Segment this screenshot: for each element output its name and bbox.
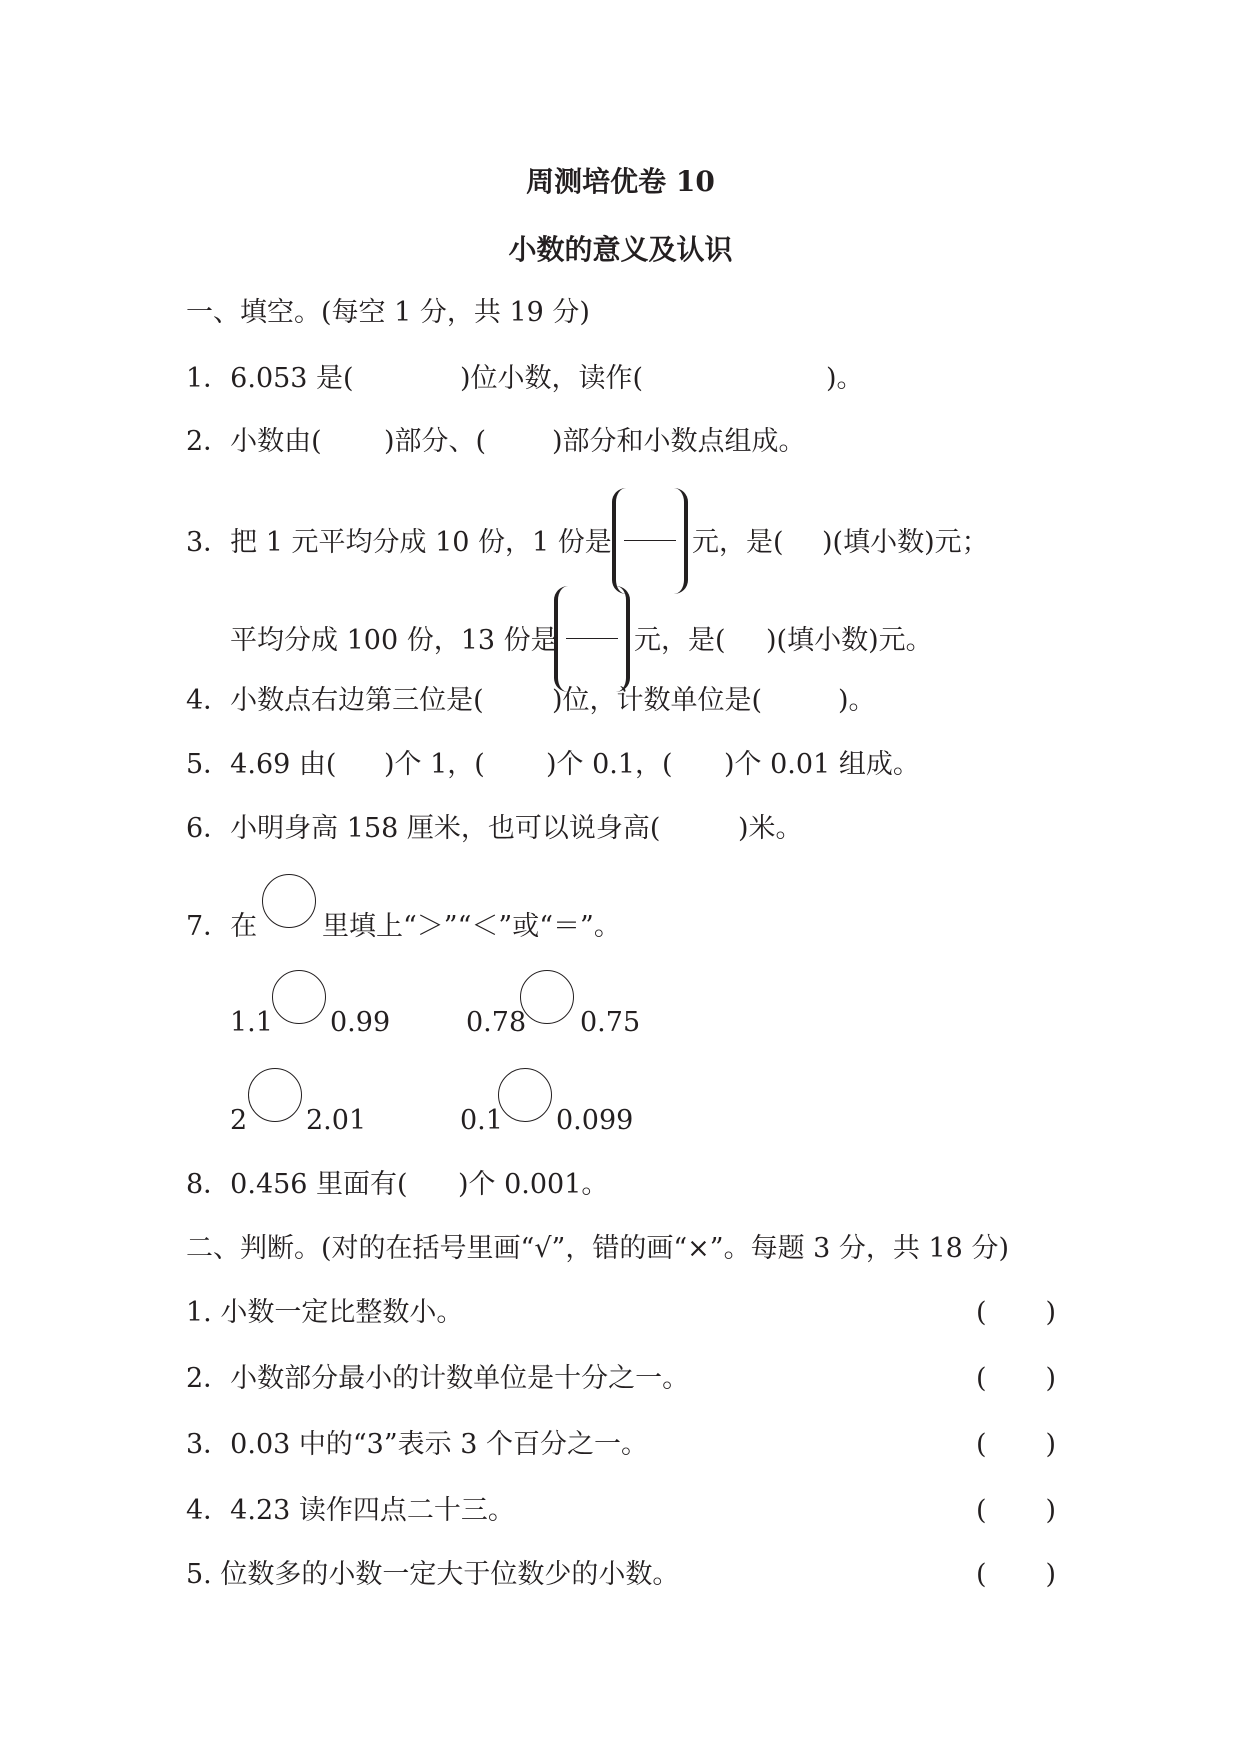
worksheet-subtitle: 小数的意义及认识 xyxy=(508,233,733,266)
q5-text-c: )个 0.1，( xyxy=(546,749,673,780)
q3-text-start: 3．把 1 元平均分成 10 份，1 份是 xyxy=(186,527,612,558)
q4-text-mid: )位，计数单位是( xyxy=(552,685,763,716)
q1-text-mid: )位小数，读作( xyxy=(460,363,644,394)
judge-item: 1. 小数一定比整数小。 xyxy=(186,1297,464,1328)
fraction-box xyxy=(554,586,630,692)
paren-close: ) xyxy=(1045,1429,1056,1460)
paren-open: ( xyxy=(976,1429,987,1460)
compare-answer-circle[interactable] xyxy=(520,970,574,1024)
paren-close: ) xyxy=(1045,1495,1056,1526)
q7-text-end: 里填上“＞”“＜”或“＝”。 xyxy=(322,911,621,942)
fraction-bar xyxy=(624,540,676,541)
compare-answer-circle[interactable] xyxy=(248,1068,302,1122)
q5-text-b: )个 1，( xyxy=(384,749,485,780)
judge-item: 5. 位数多的小数一定大于位数少的小数。 xyxy=(186,1559,680,1590)
paren-close: ) xyxy=(1045,1559,1056,1590)
q6-text-end: )米。 xyxy=(738,813,803,844)
compare-right-value: 2.01 xyxy=(306,1105,367,1136)
paren-open: ( xyxy=(976,1297,987,1328)
compare-right-value: 0.099 xyxy=(556,1105,634,1136)
fraction-bar xyxy=(566,638,618,639)
worksheet-title: 周测培优卷 10 xyxy=(526,165,715,198)
compare-left-value: 0.1 xyxy=(460,1105,503,1136)
q3-text-mid: 元，是( xyxy=(692,527,784,558)
paren-close: ) xyxy=(1045,1297,1056,1328)
answer-parentheses[interactable] xyxy=(976,1296,1056,1330)
paren-open: ( xyxy=(976,1495,987,1526)
q3-line2-end: )(填小数)元。 xyxy=(766,625,933,656)
section1-heading: 一、填空。(每空 1 分，共 19 分) xyxy=(186,297,590,328)
section2-heading: 二、判断。(对的在括号里画“√”，错的画“×”。每题 3 分，共 18 分) xyxy=(186,1233,1009,1264)
compare-answer-circle[interactable] xyxy=(272,970,326,1024)
answer-parentheses[interactable] xyxy=(976,1428,1056,1462)
q5-text-end: )个 0.01 组成。 xyxy=(724,749,920,780)
paren-open: ( xyxy=(976,1559,987,1590)
compare-left-value: 2 xyxy=(230,1105,248,1136)
q3-text-end: )(填小数)元； xyxy=(822,527,989,558)
q3-line2-mid: 元，是( xyxy=(634,625,726,656)
answer-parentheses[interactable] xyxy=(976,1494,1056,1528)
compare-right-value: 0.99 xyxy=(330,1007,391,1038)
compare-left-value: 1.1 xyxy=(230,1007,273,1038)
q2-text-mid: )部分、( xyxy=(384,426,487,457)
compare-right-value: 0.75 xyxy=(580,1007,641,1038)
answer-parentheses[interactable] xyxy=(976,1558,1056,1592)
compare-answer-circle[interactable] xyxy=(498,1068,552,1122)
paren-open: ( xyxy=(976,1363,987,1394)
q5-text-start: 5．4.69 由( xyxy=(186,749,337,780)
judge-item: 2．小数部分最小的计数单位是十分之一。 xyxy=(186,1363,690,1394)
judge-item: 4．4.23 读作四点二十三。 xyxy=(186,1495,515,1526)
q7-text-start: 7．在 xyxy=(186,911,258,942)
q6-text-start: 6．小明身高 158 厘米，也可以说身高( xyxy=(186,813,661,844)
q2-text-end: )部分和小数点组成。 xyxy=(552,426,806,457)
compare-left-value: 0.78 xyxy=(466,1007,527,1038)
fraction-box xyxy=(612,488,688,594)
q8-text-start: 8．0.456 里面有( xyxy=(186,1169,408,1200)
q1-text-start: 1．6.053 是( xyxy=(186,363,354,394)
judge-item: 3．0.03 中的“3”表示 3 个百分之一。 xyxy=(186,1429,649,1460)
answer-parentheses[interactable] xyxy=(976,1362,1056,1396)
circle-symbol xyxy=(262,874,316,928)
q1-text-end: )。 xyxy=(826,363,864,394)
paren-close: ) xyxy=(1045,1363,1056,1394)
q4-text-end: )。 xyxy=(838,685,876,716)
q3-line2-start: 平均分成 100 份，13 份是 xyxy=(230,625,558,656)
q4-text-start: 4．小数点右边第三位是( xyxy=(186,685,484,716)
q8-text-end: )个 0.001。 xyxy=(458,1169,609,1200)
q2-text-start: 2．小数由( xyxy=(186,426,322,457)
